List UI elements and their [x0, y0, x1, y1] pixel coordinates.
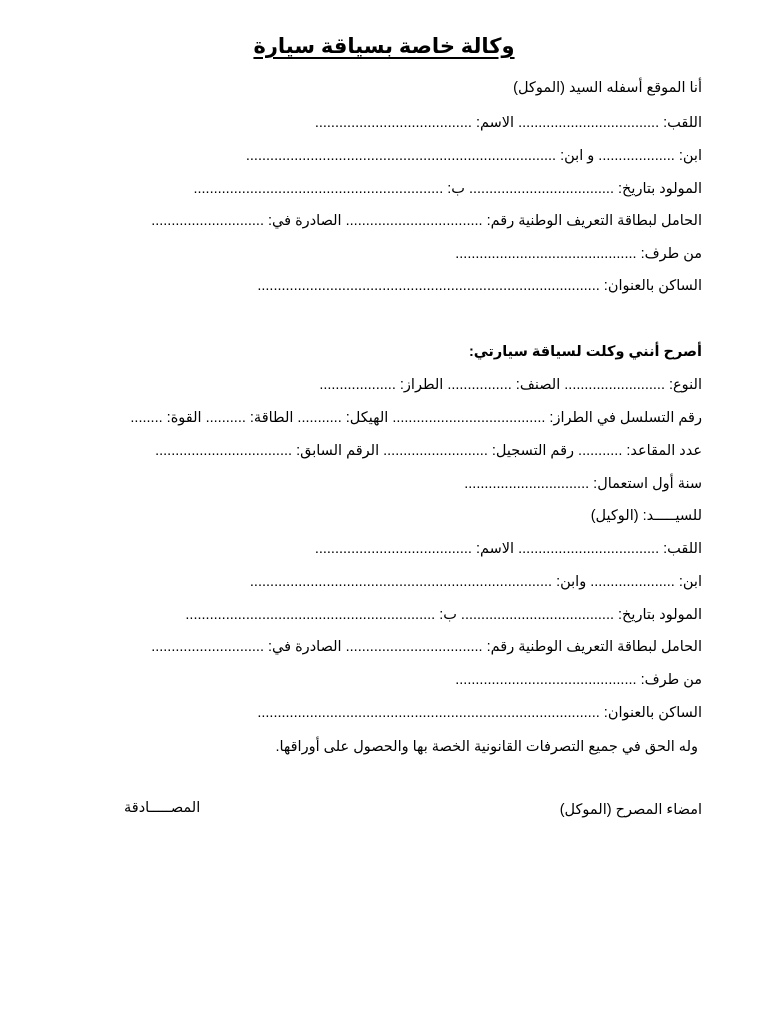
agent-id-card: الحامل لبطاقة التعريف الوطنية رقم: .................................. الصادرة في: ............................: [151, 639, 702, 655]
agent-born: المولود بتاريخ: ...................................... ب: ..............................................................: [185, 607, 702, 623]
signature-label: امضاء المصرح (الموكل): [559, 802, 702, 818]
intro-line: أنا الموقع أسفله السيد (الموكل): [513, 80, 702, 96]
declaration-line: أصرح أنني وكلت لسياقة سيارتي:: [468, 344, 702, 360]
certification-label: المصـــــادقة: [124, 800, 201, 816]
agent-surname-name: اللقب: ................................... الاسم: .......................................: [314, 541, 702, 557]
vehicle-serial: رقم التسلسل في الطراز: ...................................... الهيكل: ........... الطاقة: .......... القوة: ........: [130, 410, 702, 426]
document-title: [0, 34, 768, 59]
principal-id-card: الحامل لبطاقة التعريف الوطنية رقم: .................................. الصادرة في: ............................: [151, 213, 702, 229]
agent-address: الساكن بالعنوان: .....................................................................................: [257, 705, 702, 721]
principal-address: الساكن بالعنوان: .....................................................................................: [257, 278, 702, 294]
document-title-text: وكالة خاصة بسياقة سيارة: [253, 35, 515, 58]
vehicle-seats: عدد المقاعد: ........... رقم التسجيل: .......................... الرقم السابق: ..................................: [155, 443, 702, 459]
rights-statement: وله الحق في جميع التصرفات القانونية الخصة بها والحصول على أوراقها.: [275, 739, 698, 755]
principal-son-of: ابن: ................... و ابن: .............................................................................: [245, 148, 702, 164]
principal-born: المولود بتاريخ: .................................... ب: ..............................................................: [193, 181, 702, 197]
vehicle-type: النوع: ......................... الصنف: ................ الطراز: ...................: [319, 377, 702, 393]
agent-intro: للسيـــــد: (الوكيل): [590, 508, 702, 524]
principal-surname-name: اللقب: ................................... الاسم: .......................................: [314, 115, 702, 131]
principal-issued-by: من طرف: .............................................: [455, 246, 702, 262]
agent-son-of: ابن: ..................... وابن: ...........................................................................: [249, 574, 702, 590]
vehicle-first-use: سنة أول استعمال: ...............................: [464, 476, 702, 492]
agent-issued-by: من طرف: .............................................: [455, 672, 702, 688]
